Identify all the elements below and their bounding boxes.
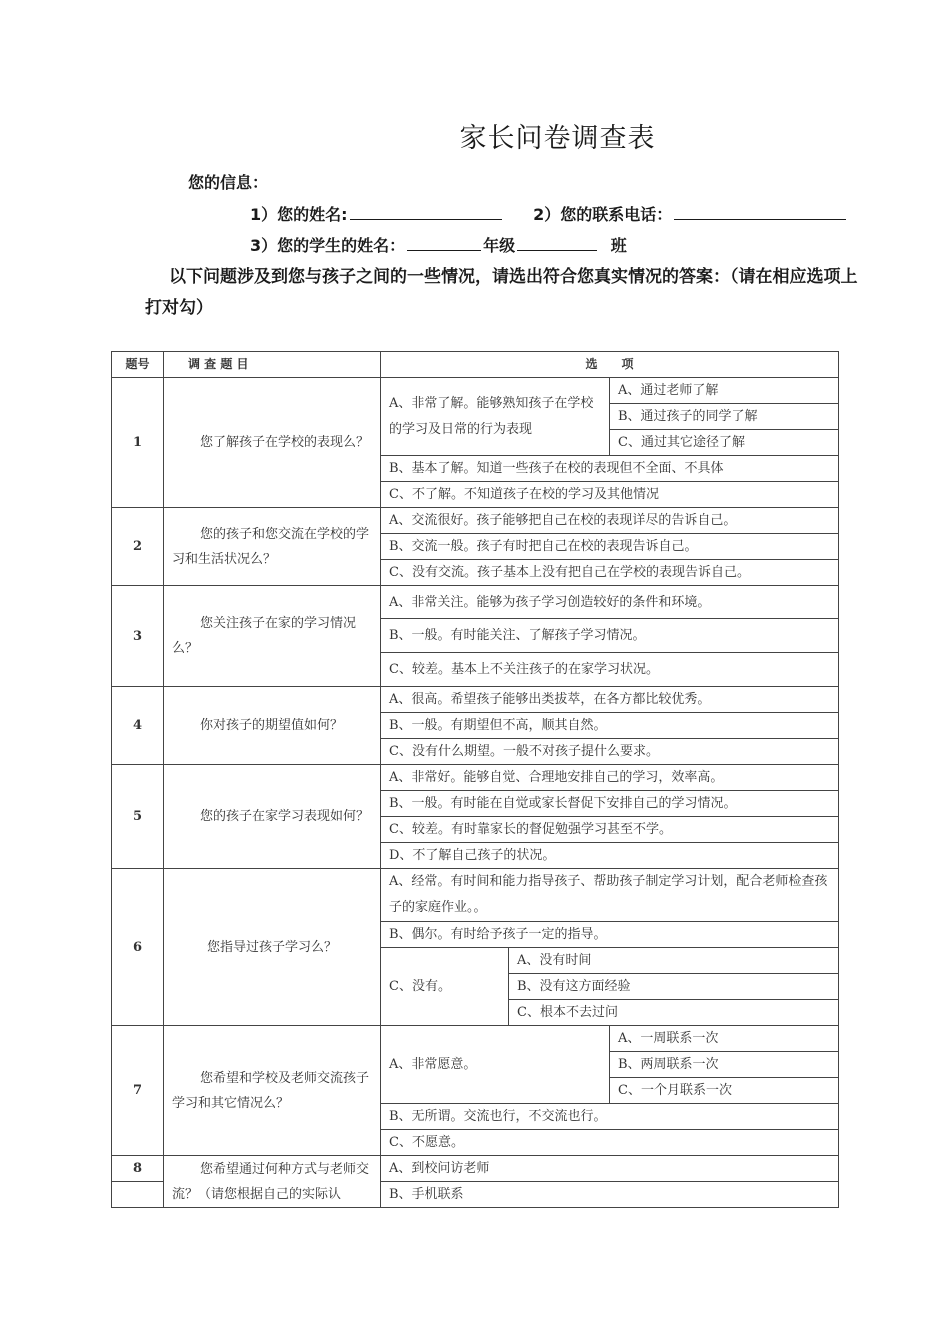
sub-option-q6-c3[interactable]: C、根本不去过问 <box>509 1000 839 1026</box>
page-title: 家长问卷调查表 <box>459 123 656 154</box>
question-text: 您的孩子在家学习表现如何？ <box>164 765 381 869</box>
survey-table <box>111 351 839 1208</box>
header-question: 调 查 题 目 <box>164 352 381 378</box>
question-number: 5 <box>112 765 164 869</box>
table-row <box>112 378 839 404</box>
sub-option-q6-c2[interactable]: B、没有这方面经验 <box>509 974 839 1000</box>
option-q7-c[interactable]: C、不愿意。 <box>381 1130 839 1156</box>
phone-blank[interactable] <box>674 203 846 220</box>
option-q8-a[interactable]: A、到校问访老师 <box>381 1156 839 1182</box>
question-text: 您关注孩子在家的学习情况么？ <box>164 586 381 687</box>
question-number: 1 <box>112 378 164 508</box>
sub-option-q7-a1[interactable]: A、一周联系一次 <box>610 1026 839 1052</box>
table-row <box>112 508 839 534</box>
intro-text: 以下问题涉及到您与孩子之间的一些情况，请选出符合您真实情况的答案：（请在相应选项上打对勾） <box>145 267 858 318</box>
table-row <box>112 586 839 619</box>
option-q1-c[interactable]: C、不了解。不知道孩子在校的学习及其他情况 <box>381 482 839 508</box>
question-text: 您指导过孩子学习么？ <box>164 869 381 1026</box>
option-q1-a[interactable]: A、非常了解。能够熟知孩子在学校的学习及日常的行为表现 <box>381 378 610 456</box>
question-number: 3 <box>112 586 164 687</box>
option-q8-b[interactable]: B、手机联系 <box>381 1182 839 1208</box>
info-heading: 您的信息： <box>188 173 269 192</box>
option-q6-c[interactable]: C、没有。 <box>381 948 509 1026</box>
student-name-blank[interactable] <box>407 234 481 251</box>
option-q7-b[interactable]: B、无所谓。交流也行，不交流也行。 <box>381 1104 839 1130</box>
question-text: 您希望和学校及老师交流孩子学习和其它情况么？ <box>164 1026 381 1156</box>
option-q2-c[interactable]: C、没有交流。孩子基本上没有把自己在学校的表现告诉自己。 <box>381 560 839 586</box>
grade-blank[interactable] <box>517 234 597 251</box>
option-q1-b[interactable]: B、基本了解。知道一些孩子在校的表现但不全面、不具体 <box>381 456 839 482</box>
option-q4-a[interactable]: A、很高。希望孩子能够出类拔萃，在各方都比较优秀。 <box>381 687 839 713</box>
option-q6-b[interactable]: B、偶尔。有时给予孩子一定的指导。 <box>381 922 839 948</box>
question-text: 您的孩子和您交流在学校的学习和生活状况么？ <box>164 508 381 586</box>
sub-option-q7-a3[interactable]: C、一个月联系一次 <box>610 1078 839 1104</box>
header-options: 选 项 <box>381 352 839 378</box>
option-q5-a[interactable]: A、非常好。能够自觉、合理地安排自己的学习，效率高。 <box>381 765 839 791</box>
class-label: 班 <box>610 236 627 255</box>
table-row <box>112 687 839 713</box>
question-number: 6 <box>112 869 164 1026</box>
table-row <box>112 869 839 922</box>
question-number: 7 <box>112 1026 164 1156</box>
question-text: 你对孩子的期望值如何？ <box>164 687 381 765</box>
table-header-row <box>112 352 839 378</box>
question-number: 8 <box>112 1156 164 1182</box>
option-q3-a[interactable]: A、非常关注。能够为孩子学习创造较好的条件和环境。 <box>381 586 839 619</box>
option-q3-c[interactable]: C、较差。基本上不关注孩子的在家学习状况。 <box>381 653 839 687</box>
question-text: 您了解孩子在学校的表现么？ <box>164 378 381 508</box>
name-label: 1）您的姓名: <box>250 205 348 224</box>
option-q2-a[interactable]: A、交流很好。孩子能够把自己在校的表现详尽的告诉自己。 <box>381 508 839 534</box>
header-number: 题号 <box>112 352 164 378</box>
student-name-label: 3）您的学生的姓名： <box>250 236 406 255</box>
name-blank[interactable] <box>350 203 502 220</box>
option-q3-b[interactable]: B、一般。有时能关注、了解孩子学习情况。 <box>381 619 839 653</box>
grade-label: 年级 <box>483 236 516 255</box>
option-q4-c[interactable]: C、没有什么期望。一般不对孩子提什么要求。 <box>381 739 839 765</box>
phone-label: 2）您的联系电话： <box>533 205 673 224</box>
table-row <box>112 1026 839 1052</box>
option-q5-c[interactable]: C、较差。有时靠家长的督促勉强学习甚至不学。 <box>381 817 839 843</box>
info-line-1 <box>250 202 848 225</box>
option-q5-b[interactable]: B、一般。有时能在自觉或家长督促下安排自己的学习情况。 <box>381 791 839 817</box>
info-line-2 <box>250 233 627 256</box>
question-number-spacer <box>112 1182 164 1208</box>
option-q6-a[interactable]: A、经常。有时间和能力指导孩子、帮助孩子制定学习计划，配合老师检查孩子的家庭作业。。 <box>381 869 839 922</box>
table-row <box>112 765 839 791</box>
sub-option-q1-a2[interactable]: B、通过孩子的同学了解 <box>610 404 839 430</box>
sub-option-q1-a3[interactable]: C、通过其它途径了解 <box>610 430 839 456</box>
sub-option-q1-a1[interactable]: A、通过老师了解 <box>610 378 839 404</box>
question-number: 2 <box>112 508 164 586</box>
option-q4-b[interactable]: B、一般。有期望但不高，顺其自然。 <box>381 713 839 739</box>
sub-option-q6-c1[interactable]: A、没有时间 <box>509 948 839 974</box>
option-q7-a[interactable]: A、非常愿意。 <box>381 1026 610 1104</box>
question-text: 您希望通过何种方式与老师交流？（请您根据自己的实际认 <box>164 1156 381 1208</box>
question-number: 4 <box>112 687 164 765</box>
option-q5-d[interactable]: D、不了解自己孩子的状况。 <box>381 843 839 869</box>
sub-option-q7-a2[interactable]: B、两周联系一次 <box>610 1052 839 1078</box>
option-q2-b[interactable]: B、交流一般。孩子有时把自己在校的表现告诉自己。 <box>381 534 839 560</box>
table-row <box>112 1156 839 1182</box>
